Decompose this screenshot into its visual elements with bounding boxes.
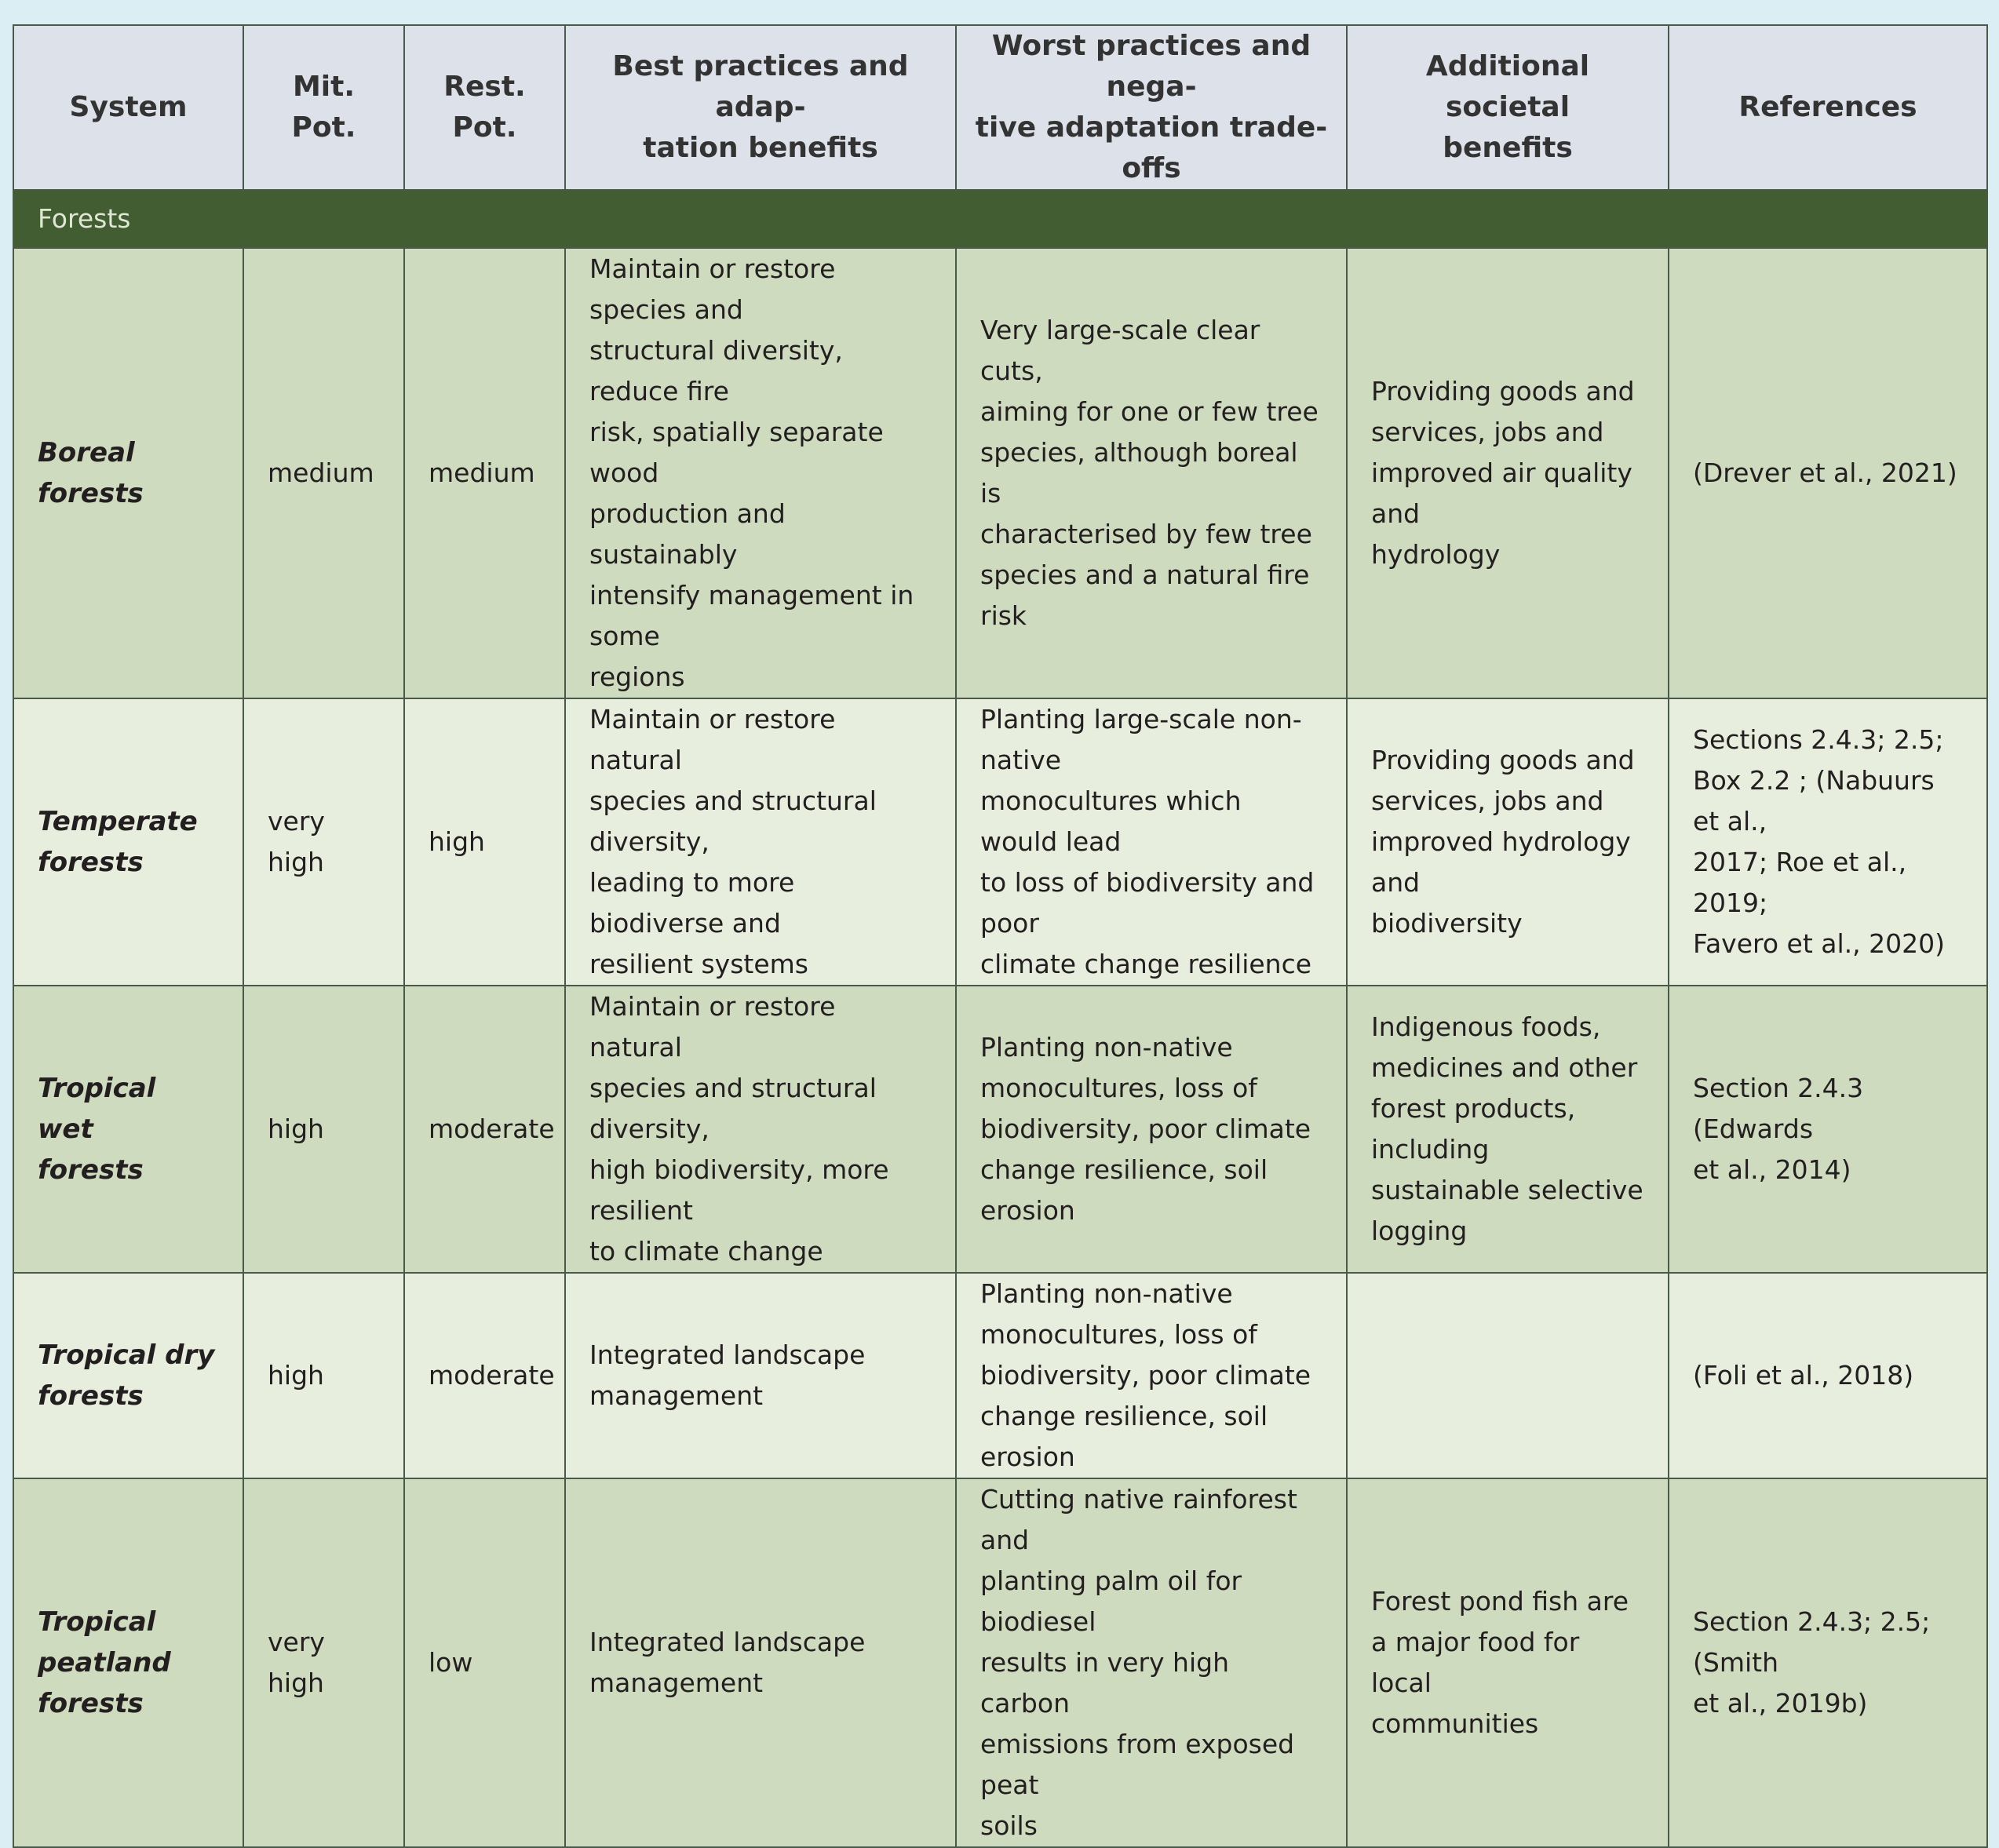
cell-worst-practices: Planting large-scale non-native monocultures which would lead to loss of biodiversity and poor climate change resilience (956, 698, 1347, 986)
cell-worst-practices: Planting non-native monocultures, loss of biodiversity, poor climate change resilience, soil erosion (956, 1273, 1347, 1478)
cell-worst-practices: Cutting native rainforest and planting palm oil for biodiesel results in very high carbon emissions from exposed peat soils (956, 1478, 1347, 1847)
cell-societal-benefits (1347, 1273, 1669, 1478)
cell-mit-pot: high (243, 1273, 404, 1478)
cell-worst-practices: Very large-scale clear cuts, aiming for one or few tree species, although boreal is characterised by few tree species and a natural fire risk (956, 248, 1347, 698)
cell-best-practices: Maintain or restore natural species and structural diversity, leading to more biodiverse and resilient systems (565, 698, 956, 986)
header-worst-practices: Worst practices and nega- tive adaptation trade-offs (956, 25, 1347, 190)
cell-mit-pot: high (243, 986, 404, 1273)
header-system: System (13, 25, 243, 190)
cell-best-practices: Integrated landscape management (565, 1273, 956, 1478)
forest-systems-table (13, 24, 1988, 1848)
header-row (13, 25, 1987, 190)
cell-rest-pot: high (404, 698, 565, 986)
cell-rest-pot: medium (404, 248, 565, 698)
cell-system: Tropical wet forests (13, 986, 243, 1273)
table-row (13, 1478, 1987, 1847)
cell-system: Boreal forests (13, 248, 243, 698)
table-row (13, 1273, 1987, 1478)
cell-references: Section 2.4.3; 2.5; (Smith et al., 2019b) (1669, 1478, 1987, 1847)
cell-references: (Foli et al., 2018) (1669, 1273, 1987, 1478)
header-references: References (1669, 25, 1987, 190)
cell-best-practices: Maintain or restore species and structural diversity, reduce fire risk, spatially separate wood production and sustainably intensify management in some regions (565, 248, 956, 698)
cell-rest-pot: moderate (404, 986, 565, 1273)
table-row (13, 986, 1987, 1273)
section-row-forests (13, 190, 1987, 248)
cell-mit-pot: medium (243, 248, 404, 698)
cell-system: Tropical peatland forests (13, 1478, 243, 1847)
cell-references: Sections 2.4.3; 2.5; Box 2.2 ; (Nabuurs et al., 2017; Roe et al., 2019; Favero et al., 2020) (1669, 698, 1987, 986)
cell-worst-practices: Planting non-native monocultures, loss of biodiversity, poor climate change resilience, soil erosion (956, 986, 1347, 1273)
cell-rest-pot: low (404, 1478, 565, 1847)
cell-system: Temperate forests (13, 698, 243, 986)
cell-references: Section 2.4.3 (Edwards et al., 2014) (1669, 986, 1987, 1273)
cell-best-practices: Maintain or restore natural species and structural diversity, high biodiversity, more resilient to climate change (565, 986, 956, 1273)
cell-system: Tropical dry forests (13, 1273, 243, 1478)
cell-societal-benefits: Providing goods and services, jobs and improved hydrology and biodiversity (1347, 698, 1669, 986)
cell-mit-pot: very high (243, 698, 404, 986)
cell-societal-benefits: Indigenous foods, medicines and other forest products, including sustainable selective logging (1347, 986, 1669, 1273)
header-rest-pot: Rest. Pot. (404, 25, 565, 190)
cell-best-practices: Integrated landscape management (565, 1478, 956, 1847)
cell-mit-pot: very high (243, 1478, 404, 1847)
header-societal-benefits: Additional societal benefits (1347, 25, 1669, 190)
cell-rest-pot: moderate (404, 1273, 565, 1478)
forest-systems-table-container (13, 24, 1986, 1848)
cell-societal-benefits: Providing goods and services, jobs and improved air quality and hydrology (1347, 248, 1669, 698)
section-label: Forests (13, 190, 1987, 248)
header-best-practices: Best practices and adap- tation benefits (565, 25, 956, 190)
cell-references: (Drever et al., 2021) (1669, 248, 1987, 698)
cell-societal-benefits: Forest pond fish are a major food for local communities (1347, 1478, 1669, 1847)
table-row (13, 698, 1987, 986)
header-mit-pot: Mit. Pot. (243, 25, 404, 190)
table-row (13, 248, 1987, 698)
